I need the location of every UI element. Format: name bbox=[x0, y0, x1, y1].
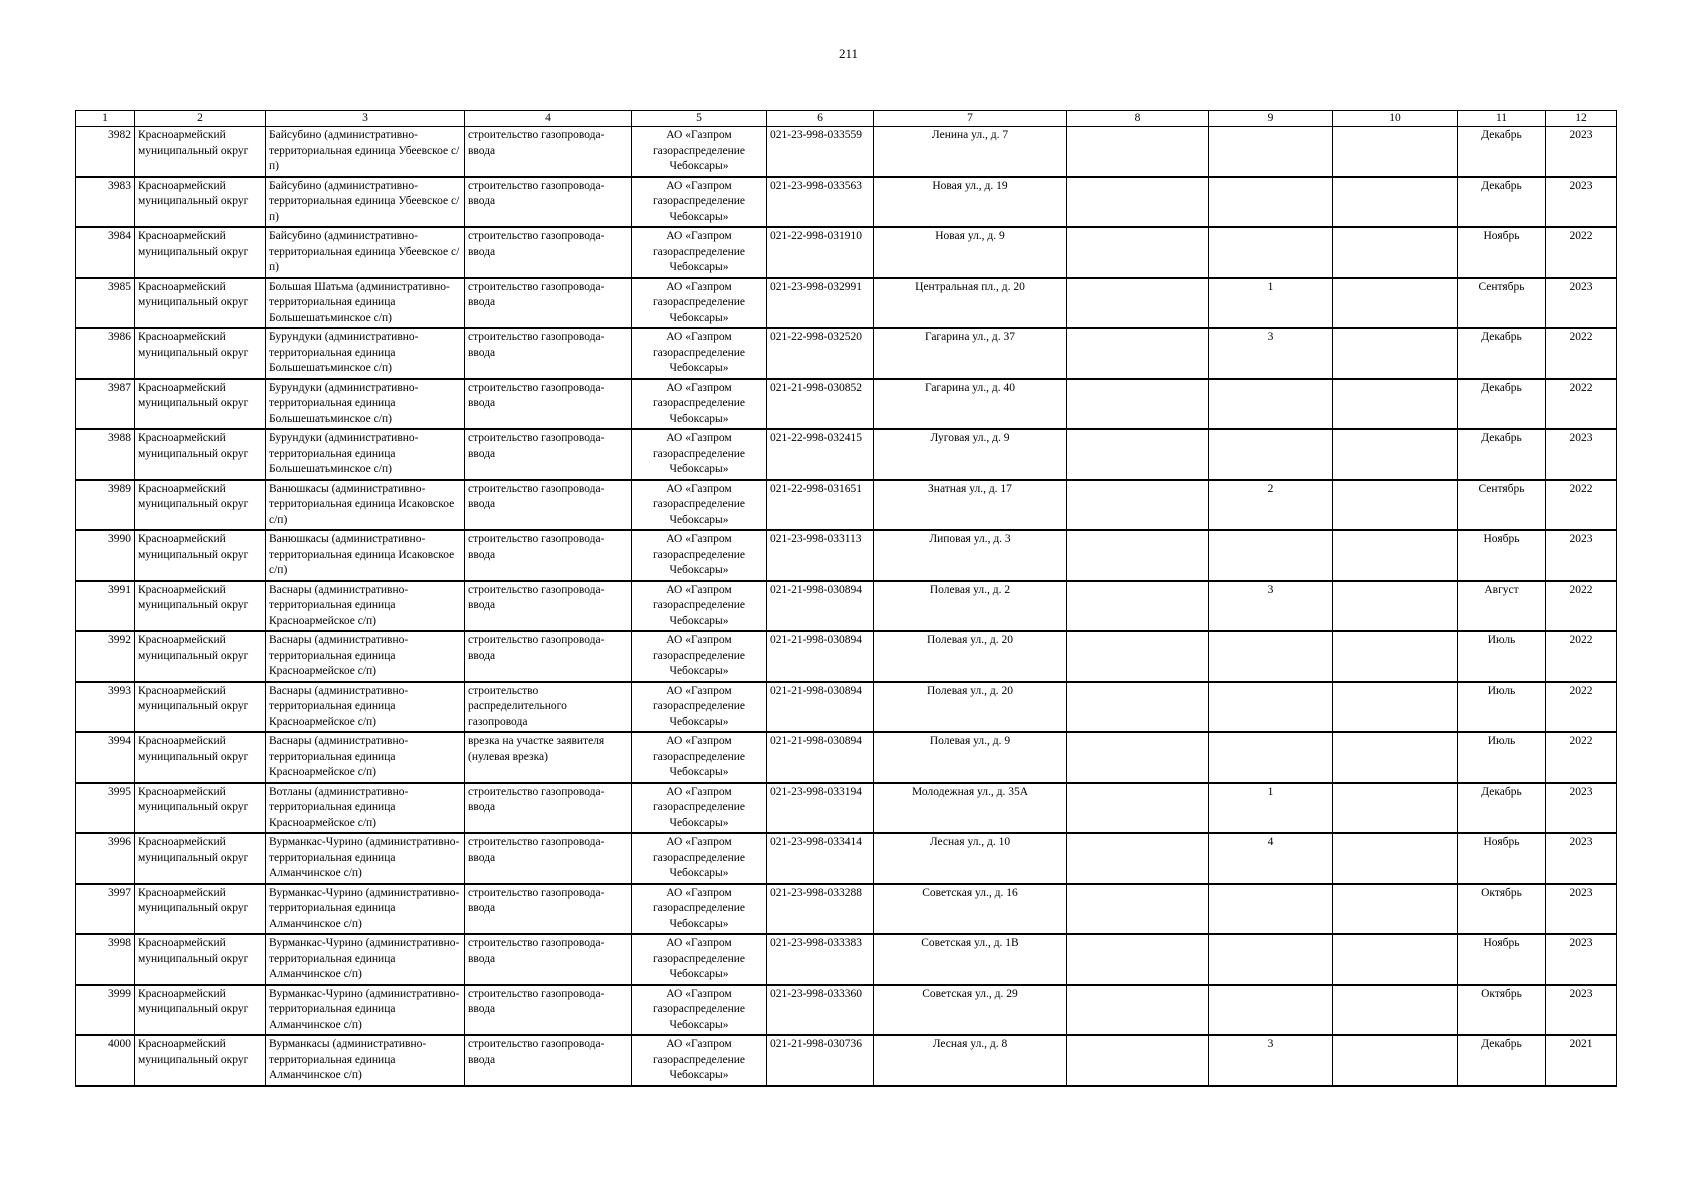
col-10-cell bbox=[1333, 1035, 1458, 1086]
address-cell: Новая ул., д. 19 bbox=[874, 177, 1067, 228]
col-9-cell bbox=[1209, 429, 1333, 480]
district-cell: Красноармейский муниципальный округ bbox=[135, 227, 266, 278]
month-cell: Октябрь bbox=[1458, 884, 1546, 935]
month-cell: Август bbox=[1458, 581, 1546, 632]
settlement-cell: Вурманкас-Чурино (административно-территориальная единица Алманчинское с/п) bbox=[266, 833, 465, 884]
work-type-cell: строительство газопровода-ввода bbox=[465, 1035, 632, 1086]
header-col-2: 2 bbox=[135, 111, 266, 127]
address-cell: Полевая ул., д. 2 bbox=[874, 581, 1067, 632]
application-code-cell: 021-23-998-033559 bbox=[767, 127, 874, 177]
row-number-cell: 3984 bbox=[76, 227, 135, 278]
col-10-cell bbox=[1333, 278, 1458, 329]
settlement-cell: Бурундуки (административно-территориальная единица Большешатьминское с/п) bbox=[266, 429, 465, 480]
table-row bbox=[76, 328, 1617, 379]
address-cell: Центральная пл., д. 20 bbox=[874, 278, 1067, 329]
header-row bbox=[76, 111, 1617, 127]
address-cell: Лесная ул., д. 10 bbox=[874, 833, 1067, 884]
table-row bbox=[76, 783, 1617, 834]
address-cell: Гагарина ул., д. 40 bbox=[874, 379, 1067, 430]
work-type-cell: строительство газопровода-ввода bbox=[465, 127, 632, 177]
month-cell: Декабрь bbox=[1458, 177, 1546, 228]
col-8-cell bbox=[1067, 732, 1209, 783]
month-cell: Ноябрь bbox=[1458, 530, 1546, 581]
col-8-cell bbox=[1067, 783, 1209, 834]
year-cell: 2023 bbox=[1546, 833, 1617, 884]
organization-cell: АО «Газпром газораспределение Чебоксары» bbox=[632, 429, 767, 480]
col-9-cell: 4 bbox=[1209, 833, 1333, 884]
work-type-cell: строительство газопровода-ввода bbox=[465, 227, 632, 278]
col-9-cell bbox=[1209, 934, 1333, 985]
application-code-cell: 021-22-998-032520 bbox=[767, 328, 874, 379]
settlement-cell: Вотланы (административно-территориальная единица Красноармейское с/п) bbox=[266, 783, 465, 834]
col-8-cell bbox=[1067, 985, 1209, 1036]
col-10-cell bbox=[1333, 682, 1458, 733]
col-10-cell bbox=[1333, 177, 1458, 228]
settlement-cell: Васнары (административно-территориальная единица Красноармейское с/п) bbox=[266, 581, 465, 632]
header-col-3: 3 bbox=[266, 111, 465, 127]
work-type-cell: строительство газопровода-ввода bbox=[465, 429, 632, 480]
year-cell: 2023 bbox=[1546, 783, 1617, 834]
settlement-cell: Васнары (административно-территориальная единица Красноармейское с/п) bbox=[266, 631, 465, 682]
application-code-cell: 021-23-998-033414 bbox=[767, 833, 874, 884]
work-type-cell: строительство газопровода-ввода bbox=[465, 985, 632, 1036]
col-9-cell: 3 bbox=[1209, 328, 1333, 379]
address-cell: Знатная ул., д. 17 bbox=[874, 480, 1067, 531]
month-cell: Декабрь bbox=[1458, 127, 1546, 177]
col-9-cell bbox=[1209, 985, 1333, 1036]
year-cell: 2023 bbox=[1546, 530, 1617, 581]
col-9-cell: 1 bbox=[1209, 783, 1333, 834]
settlement-cell: Васнары (административно-территориальная единица Красноармейское с/п) bbox=[266, 682, 465, 733]
table-row bbox=[76, 530, 1617, 581]
col-10-cell bbox=[1333, 581, 1458, 632]
organization-cell: АО «Газпром газораспределение Чебоксары» bbox=[632, 177, 767, 228]
col-10-cell bbox=[1333, 480, 1458, 531]
col-9-cell bbox=[1209, 227, 1333, 278]
month-cell: Ноябрь bbox=[1458, 833, 1546, 884]
col-10-cell bbox=[1333, 833, 1458, 884]
col-9-cell: 3 bbox=[1209, 581, 1333, 632]
header-col-6: 6 bbox=[767, 111, 874, 127]
settlement-cell: Бурундуки (административно-территориальная единица Большешатьминское с/п) bbox=[266, 379, 465, 430]
district-cell: Красноармейский муниципальный округ bbox=[135, 379, 266, 430]
year-cell: 2022 bbox=[1546, 379, 1617, 430]
work-type-cell: строительство газопровода-ввода bbox=[465, 530, 632, 581]
row-number-cell: 3992 bbox=[76, 631, 135, 682]
settlement-cell: Большая Шатьма (административно-территориальная единица Большешатьминское с/п) bbox=[266, 278, 465, 329]
col-10-cell bbox=[1333, 884, 1458, 935]
month-cell: Июль bbox=[1458, 631, 1546, 682]
col-10-cell bbox=[1333, 379, 1458, 430]
header-col-12: 12 bbox=[1546, 111, 1617, 127]
address-cell: Советская ул., д. 29 bbox=[874, 985, 1067, 1036]
district-cell: Красноармейский муниципальный округ bbox=[135, 278, 266, 329]
col-8-cell bbox=[1067, 328, 1209, 379]
organization-cell: АО «Газпром газораспределение Чебоксары» bbox=[632, 227, 767, 278]
district-cell: Красноармейский муниципальный округ bbox=[135, 732, 266, 783]
settlement-cell: Ванюшкасы (административно-территориальная единица Исаковское с/п) bbox=[266, 530, 465, 581]
table-row bbox=[76, 833, 1617, 884]
table-row bbox=[76, 631, 1617, 682]
application-code-cell: 021-21-998-030736 bbox=[767, 1035, 874, 1086]
col-10-cell bbox=[1333, 934, 1458, 985]
address-cell: Полевая ул., д. 20 bbox=[874, 631, 1067, 682]
col-8-cell bbox=[1067, 177, 1209, 228]
application-code-cell: 021-21-998-030894 bbox=[767, 631, 874, 682]
col-8-cell bbox=[1067, 379, 1209, 430]
row-number-cell: 3983 bbox=[76, 177, 135, 228]
col-9-cell: 1 bbox=[1209, 278, 1333, 329]
year-cell: 2022 bbox=[1546, 682, 1617, 733]
col-8-cell bbox=[1067, 934, 1209, 985]
header-col-11: 11 bbox=[1458, 111, 1546, 127]
row-number-cell: 3991 bbox=[76, 581, 135, 632]
settlement-cell: Байсубино (административно-территориальная единица Убеевское с/п) bbox=[266, 177, 465, 228]
month-cell: Декабрь bbox=[1458, 379, 1546, 430]
col-10-cell bbox=[1333, 732, 1458, 783]
month-cell: Сентябрь bbox=[1458, 278, 1546, 329]
address-cell: Ленина ул., д. 7 bbox=[874, 127, 1067, 177]
address-cell: Лесная ул., д. 8 bbox=[874, 1035, 1067, 1086]
organization-cell: АО «Газпром газораспределение Чебоксары» bbox=[632, 530, 767, 581]
row-number-cell: 3985 bbox=[76, 278, 135, 329]
organization-cell: АО «Газпром газораспределение Чебоксары» bbox=[632, 884, 767, 935]
col-8-cell bbox=[1067, 429, 1209, 480]
row-number-cell: 4000 bbox=[76, 1035, 135, 1086]
table-row bbox=[76, 581, 1617, 632]
col-9-cell: 2 bbox=[1209, 480, 1333, 531]
application-code-cell: 021-23-998-033194 bbox=[767, 783, 874, 834]
year-cell: 2023 bbox=[1546, 884, 1617, 935]
col-8-cell bbox=[1067, 227, 1209, 278]
row-number-cell: 3999 bbox=[76, 985, 135, 1036]
year-cell: 2022 bbox=[1546, 732, 1617, 783]
month-cell: Декабрь bbox=[1458, 328, 1546, 379]
settlement-cell: Васнары (административно-территориальная единица Красноармейское с/п) bbox=[266, 732, 465, 783]
organization-cell: АО «Газпром газораспределение Чебоксары» bbox=[632, 379, 767, 430]
col-8-cell bbox=[1067, 1035, 1209, 1086]
row-number-cell: 3990 bbox=[76, 530, 135, 581]
row-number-cell: 3994 bbox=[76, 732, 135, 783]
col-10-cell bbox=[1333, 783, 1458, 834]
table-row bbox=[76, 127, 1617, 177]
settlement-cell: Вурманкасы (административно-территориальная единица Алманчинское с/п) bbox=[266, 1035, 465, 1086]
application-code-cell: 021-23-998-033288 bbox=[767, 884, 874, 935]
col-8-cell bbox=[1067, 631, 1209, 682]
year-cell: 2023 bbox=[1546, 127, 1617, 177]
header-col-4: 4 bbox=[465, 111, 632, 127]
col-8-cell bbox=[1067, 833, 1209, 884]
work-type-cell: строительство газопровода-ввода bbox=[465, 783, 632, 834]
organization-cell: АО «Газпром газораспределение Чебоксары» bbox=[632, 985, 767, 1036]
col-10-cell bbox=[1333, 631, 1458, 682]
application-code-cell: 021-23-998-033360 bbox=[767, 985, 874, 1036]
table-row bbox=[76, 1035, 1617, 1086]
row-number-cell: 3998 bbox=[76, 934, 135, 985]
work-type-cell: строительство газопровода-ввода bbox=[465, 480, 632, 531]
address-cell: Гагарина ул., д. 37 bbox=[874, 328, 1067, 379]
col-8-cell bbox=[1067, 278, 1209, 329]
application-code-cell: 021-22-998-031910 bbox=[767, 227, 874, 278]
district-cell: Красноармейский муниципальный округ bbox=[135, 884, 266, 935]
table-row bbox=[76, 682, 1617, 733]
col-9-cell bbox=[1209, 631, 1333, 682]
year-cell: 2023 bbox=[1546, 429, 1617, 480]
table-row bbox=[76, 985, 1617, 1036]
col-8-cell bbox=[1067, 530, 1209, 581]
month-cell: Октябрь bbox=[1458, 985, 1546, 1036]
year-cell: 2022 bbox=[1546, 631, 1617, 682]
work-type-cell: строительство газопровода-ввода bbox=[465, 833, 632, 884]
organization-cell: АО «Газпром газораспределение Чебоксары» bbox=[632, 934, 767, 985]
application-code-cell: 021-21-998-030894 bbox=[767, 732, 874, 783]
row-number-cell: 3995 bbox=[76, 783, 135, 834]
month-cell: Сентябрь bbox=[1458, 480, 1546, 531]
month-cell: Июль bbox=[1458, 682, 1546, 733]
application-code-cell: 021-23-998-032991 bbox=[767, 278, 874, 329]
application-code-cell: 021-23-998-033113 bbox=[767, 530, 874, 581]
header-col-9: 9 bbox=[1209, 111, 1333, 127]
table-row bbox=[76, 934, 1617, 985]
row-number-cell: 3988 bbox=[76, 429, 135, 480]
district-cell: Красноармейский муниципальный округ bbox=[135, 328, 266, 379]
col-10-cell bbox=[1333, 985, 1458, 1036]
year-cell: 2023 bbox=[1546, 278, 1617, 329]
work-type-cell: строительство распределительного газопровода bbox=[465, 682, 632, 733]
district-cell: Красноармейский муниципальный округ bbox=[135, 480, 266, 531]
organization-cell: АО «Газпром газораспределение Чебоксары» bbox=[632, 278, 767, 329]
header-col-10: 10 bbox=[1333, 111, 1458, 127]
col-10-cell bbox=[1333, 530, 1458, 581]
work-type-cell: строительство газопровода-ввода bbox=[465, 631, 632, 682]
row-number-cell: 3989 bbox=[76, 480, 135, 531]
row-number-cell: 3996 bbox=[76, 833, 135, 884]
table-row bbox=[76, 884, 1617, 935]
row-number-cell: 3986 bbox=[76, 328, 135, 379]
work-type-cell: строительство газопровода-ввода bbox=[465, 581, 632, 632]
application-code-cell: 021-21-998-030894 bbox=[767, 581, 874, 632]
organization-cell: АО «Газпром газораспределение Чебоксары» bbox=[632, 682, 767, 733]
settlement-cell: Вурманкас-Чурино (административно-территориальная единица Алманчинское с/п) bbox=[266, 884, 465, 935]
col-9-cell bbox=[1209, 177, 1333, 228]
month-cell: Декабрь bbox=[1458, 783, 1546, 834]
district-cell: Красноармейский муниципальный округ bbox=[135, 429, 266, 480]
organization-cell: АО «Газпром газораспределение Чебоксары» bbox=[632, 328, 767, 379]
work-type-cell: строительство газопровода-ввода bbox=[465, 177, 632, 228]
year-cell: 2022 bbox=[1546, 227, 1617, 278]
address-cell: Липовая ул., д. 3 bbox=[874, 530, 1067, 581]
organization-cell: АО «Газпром газораспределение Чебоксары» bbox=[632, 127, 767, 177]
organization-cell: АО «Газпром газораспределение Чебоксары» bbox=[632, 1035, 767, 1086]
header-col-7: 7 bbox=[874, 111, 1067, 127]
col-8-cell bbox=[1067, 884, 1209, 935]
work-type-cell: строительство газопровода-ввода bbox=[465, 328, 632, 379]
month-cell: Декабрь bbox=[1458, 429, 1546, 480]
address-cell: Луговая ул., д. 9 bbox=[874, 429, 1067, 480]
col-8-cell bbox=[1067, 581, 1209, 632]
district-cell: Красноармейский муниципальный округ bbox=[135, 530, 266, 581]
year-cell: 2023 bbox=[1546, 177, 1617, 228]
organization-cell: АО «Газпром газораспределение Чебоксары» bbox=[632, 783, 767, 834]
col-8-cell bbox=[1067, 127, 1209, 177]
year-cell: 2022 bbox=[1546, 328, 1617, 379]
application-code-cell: 021-23-998-033383 bbox=[767, 934, 874, 985]
organization-cell: АО «Газпром газораспределение Чебоксары» bbox=[632, 480, 767, 531]
col-9-cell bbox=[1209, 127, 1333, 177]
col-9-cell bbox=[1209, 732, 1333, 783]
year-cell: 2023 bbox=[1546, 934, 1617, 985]
header-col-5: 5 bbox=[632, 111, 767, 127]
application-code-cell: 021-22-998-031651 bbox=[767, 480, 874, 531]
row-number-cell: 3997 bbox=[76, 884, 135, 935]
col-9-cell bbox=[1209, 530, 1333, 581]
district-cell: Красноармейский муниципальный округ bbox=[135, 581, 266, 632]
year-cell: 2021 bbox=[1546, 1035, 1617, 1086]
settlement-cell: Бурундуки (административно-территориальная единица Большешатьминское с/п) bbox=[266, 328, 465, 379]
address-cell: Советская ул., д. 1В bbox=[874, 934, 1067, 985]
district-cell: Красноармейский муниципальный округ bbox=[135, 682, 266, 733]
row-number-cell: 3982 bbox=[76, 127, 135, 177]
district-cell: Красноармейский муниципальный округ bbox=[135, 833, 266, 884]
col-9-cell bbox=[1209, 379, 1333, 430]
work-type-cell: строительство газопровода-ввода bbox=[465, 884, 632, 935]
organization-cell: АО «Газпром газораспределение Чебоксары» bbox=[632, 833, 767, 884]
application-code-cell: 021-23-998-033563 bbox=[767, 177, 874, 228]
application-code-cell: 021-21-998-030852 bbox=[767, 379, 874, 430]
settlement-cell: Ванюшкасы (административно-территориальная единица Исаковское с/п) bbox=[266, 480, 465, 531]
month-cell: Июль bbox=[1458, 732, 1546, 783]
settlement-cell: Вурманкас-Чурино (административно-территориальная единица Алманчинское с/п) bbox=[266, 934, 465, 985]
month-cell: Ноябрь bbox=[1458, 934, 1546, 985]
settlement-cell: Вурманкас-Чурино (административно-территориальная единица Алманчинское с/п) bbox=[266, 985, 465, 1036]
col-9-cell bbox=[1209, 682, 1333, 733]
header-col-1: 1 bbox=[76, 111, 135, 127]
col-10-cell bbox=[1333, 227, 1458, 278]
organization-cell: АО «Газпром газораспределение Чебоксары» bbox=[632, 581, 767, 632]
district-cell: Красноармейский муниципальный округ bbox=[135, 631, 266, 682]
row-number-cell: 3993 bbox=[76, 682, 135, 733]
registry-table bbox=[75, 110, 1617, 1087]
table-row bbox=[76, 227, 1617, 278]
district-cell: Красноармейский муниципальный округ bbox=[135, 177, 266, 228]
year-cell: 2023 bbox=[1546, 985, 1617, 1036]
address-cell: Молодежная ул., д. 35А bbox=[874, 783, 1067, 834]
col-8-cell bbox=[1067, 480, 1209, 531]
district-cell: Красноармейский муниципальный округ bbox=[135, 1035, 266, 1086]
table-row bbox=[76, 177, 1617, 228]
col-9-cell bbox=[1209, 884, 1333, 935]
address-cell: Советская ул., д. 16 bbox=[874, 884, 1067, 935]
table-row bbox=[76, 379, 1617, 430]
district-cell: Красноармейский муниципальный округ bbox=[135, 985, 266, 1036]
year-cell: 2022 bbox=[1546, 581, 1617, 632]
col-10-cell bbox=[1333, 127, 1458, 177]
table-row bbox=[76, 480, 1617, 531]
header-col-8: 8 bbox=[1067, 111, 1209, 127]
col-10-cell bbox=[1333, 429, 1458, 480]
month-cell: Ноябрь bbox=[1458, 227, 1546, 278]
address-cell: Полевая ул., д. 9 bbox=[874, 732, 1067, 783]
col-9-cell: 3 bbox=[1209, 1035, 1333, 1086]
work-type-cell: врезка на участке заявителя (нулевая врезка) bbox=[465, 732, 632, 783]
application-code-cell: 021-21-998-030894 bbox=[767, 682, 874, 733]
application-code-cell: 021-22-998-032415 bbox=[767, 429, 874, 480]
row-number-cell: 3987 bbox=[76, 379, 135, 430]
district-cell: Красноармейский муниципальный округ bbox=[135, 783, 266, 834]
settlement-cell: Байсубино (административно-территориальная единица Убеевское с/п) bbox=[266, 227, 465, 278]
address-cell: Новая ул., д. 9 bbox=[874, 227, 1067, 278]
col-10-cell bbox=[1333, 328, 1458, 379]
work-type-cell: строительство газопровода-ввода bbox=[465, 934, 632, 985]
table-row bbox=[76, 732, 1617, 783]
work-type-cell: строительство газопровода-ввода bbox=[465, 379, 632, 430]
table-row bbox=[76, 278, 1617, 329]
address-cell: Полевая ул., д. 20 bbox=[874, 682, 1067, 733]
col-8-cell bbox=[1067, 682, 1209, 733]
page-number: 211 bbox=[838, 46, 859, 61]
table-body bbox=[76, 127, 1617, 1086]
table-row bbox=[76, 429, 1617, 480]
work-type-cell: строительство газопровода-ввода bbox=[465, 278, 632, 329]
year-cell: 2022 bbox=[1546, 480, 1617, 531]
organization-cell: АО «Газпром газораспределение Чебоксары» bbox=[632, 732, 767, 783]
district-cell: Красноармейский муниципальный округ bbox=[135, 934, 266, 985]
organization-cell: АО «Газпром газораспределение Чебоксары» bbox=[632, 631, 767, 682]
month-cell: Декабрь bbox=[1458, 1035, 1546, 1086]
settlement-cell: Байсубино (административно-территориальная единица Убеевское с/п) bbox=[266, 127, 465, 177]
district-cell: Красноармейский муниципальный округ bbox=[135, 127, 266, 177]
